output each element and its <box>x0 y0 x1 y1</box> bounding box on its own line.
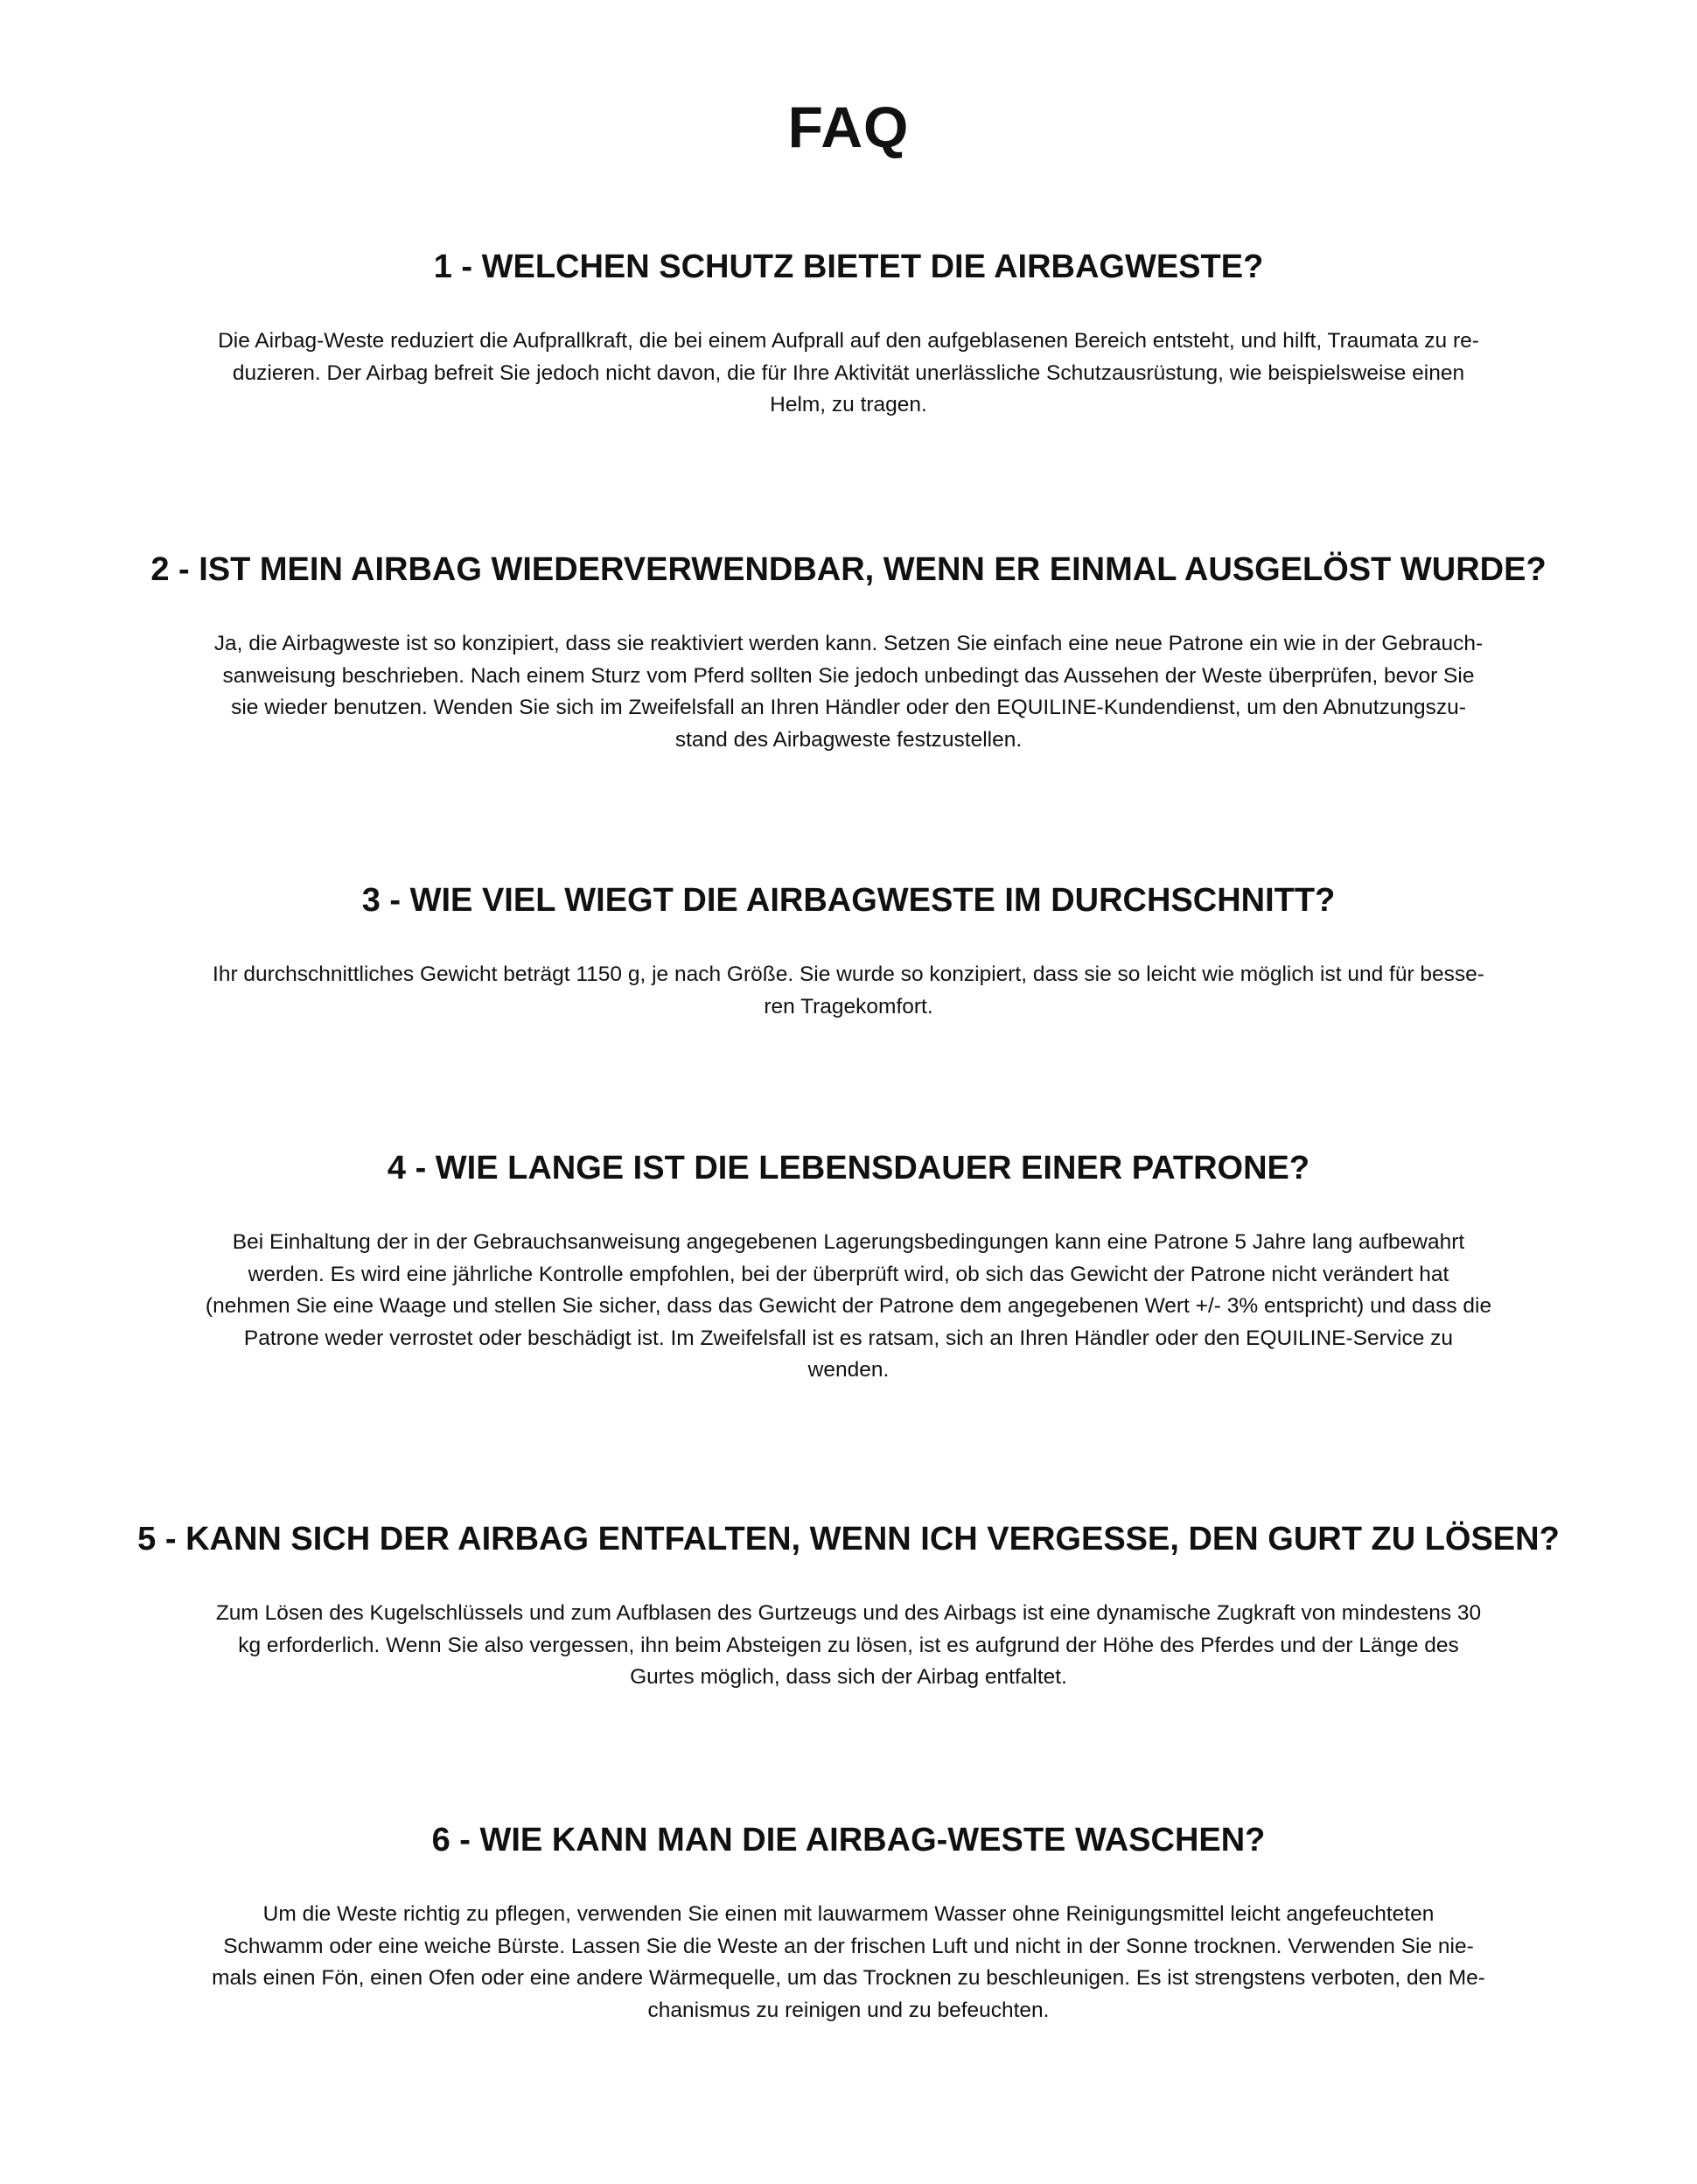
faq-answer-5-line: kg erforderlich. Wenn Sie also vergessen, ihn beim Absteigen zu lösen, ist es aufgrund der Höhe des Pferdes und der Länge des <box>238 1633 1459 1657</box>
faq-answer-3-line: Ihr durchschnittliches Gewicht beträgt 1150 g, je nach Größe. Sie wurde so konzipiert, dass sie so leicht wie möglich ist und für besse- <box>213 962 1484 986</box>
faq-item-2 <box>70 546 1627 756</box>
faq-answer-4 <box>122 1227 1575 1387</box>
faq-item-1 <box>70 243 1627 422</box>
faq-answer-2-line: sie wieder benutzen. Wenden Sie sich im Zweifelsfall an Ihren Händler oder den EQUILINE-Kundendienst, um den Abnutzungszu- <box>231 696 1466 719</box>
faq-answer-3 <box>122 959 1575 1023</box>
faq-answer-4-line: wenden. <box>807 1358 890 1382</box>
faq-answer-2 <box>122 628 1575 756</box>
faq-answer-1-line: Die Airbag-Weste reduziert die Aufprallkraft, die bei einem Aufprall auf den aufgeblasenen Bereich entsteht, und hilft, Traumata zu re- <box>218 329 1479 353</box>
faq-answer-3-line: ren Tragekomfort. <box>764 994 933 1018</box>
faq-answer-5 <box>122 1598 1575 1694</box>
faq-item-4 <box>70 1144 1627 1387</box>
faq-answer-1-line: Helm, zu tragen. <box>770 393 927 416</box>
faq-answer-1 <box>122 326 1575 422</box>
faq-question-3: 3 - WIE VIEL WIEGT DIE AIRBAGWESTE IM DURCHSCHNITT? <box>361 882 1336 919</box>
faq-answer-6-line: mals einen Fön, einen Ofen oder eine andere Wärmequelle, um das Trocknen zu beschleunigen. Es ist strengstens verboten, den Me- <box>212 1966 1485 1990</box>
faq-answer-2-line: stand des Airbagweste festzustellen. <box>674 727 1023 752</box>
faq-answer-2-line: sanweisung beschrieben. Nach einem Sturz vom Pferd sollten Sie jedoch unbedingt das Aussehen der Weste überprüfen, bevor Sie <box>222 663 1475 688</box>
faq-answer-5-line: Zum Lösen des Kugelschlüssels und zum Aufblasen des Gurtzeugs und des Airbags ist eine dynamische Zugkraft von mindestens 30 <box>215 1601 1482 1625</box>
faq-answer-4-line: Bei Einhaltung der in der Gebrauchsanweisung angegebenen Lagerungsbedingungen kann eine Patrone 5 Jahre lang aufbewahrt <box>232 1230 1465 1254</box>
faq-answer-5-line: Gurtes möglich, dass sich der Airbag entfaltet. <box>630 1665 1067 1689</box>
faq-answer-6-line: chanismus zu reinigen und zu befeuchten. <box>647 1998 1050 2022</box>
faq-question-5: 5 - KANN SICH DER AIRBAG ENTFALTEN, WENN ICH VERGESSE, DEN GURT ZU LÖSEN? <box>137 1521 1560 1558</box>
faq-item-6 <box>70 1816 1627 2026</box>
faq-answer-4-line: (nehmen Sie eine Waage und stellen Sie sicher, dass das Gewicht der Patrone dem angegebenen Wert +/- 3% entspricht) und dass die <box>205 1294 1492 1318</box>
faq-answer-1-line: duzieren. Der Airbag befreit Sie jedoch nicht davon, die für Ihre Aktivität unerlässliche Schutzausrüstung, wie beispielsweise einen <box>232 360 1465 385</box>
faq-answer-6-line: Um die Weste richtig zu pflegen, verwenden Sie einen mit lauwarmem Wasser ohne Reinigungsmittel leicht angefeuchteten <box>262 1902 1435 1926</box>
faq-question-1: 1 - WELCHEN SCHUTZ BIETET DIE AIRBAGWESTE? <box>433 248 1264 285</box>
faq-answer-6-line: Schwamm oder eine weiche Bürste. Lassen Sie die Weste an der frischen Luft und nicht in der Sonne trocknen. Verwenden Sie nie- <box>223 1934 1474 1958</box>
faq-answer-4-line: Patrone weder verrostet oder beschädigt ist. Im Zweifelsfall ist es ratsam, sich an Ihren Händler oder den EQUILINE-Service zu <box>243 1326 1454 1350</box>
faq-question-2: 2 - IST MEIN AIRBAG WIEDERVERWENDBAR, WENN ER EINMAL AUSGELÖST WURDE? <box>150 551 1547 588</box>
faq-answer-2-line: Ja, die Airbagweste ist so konzipiert, dass sie reaktiviert werden kann. Setzen Sie einfach eine neue Patrone ein wie in der Gebrauch- <box>213 632 1484 655</box>
faq-item-3 <box>70 877 1627 1023</box>
faq-question-6: 6 - WIE KANN MAN DIE AIRBAG-WESTE WASCHEN? <box>431 1822 1266 1858</box>
faq-item-5 <box>70 1516 1627 1694</box>
page-title: FAQ <box>787 94 910 159</box>
faq-question-4: 4 - WIE LANGE IST DIE LEBENSDAUER EINER PATRONE? <box>387 1150 1310 1186</box>
faq-answer-6 <box>122 1899 1575 2026</box>
faq-answer-4-line: werden. Es wird eine jährliche Kontrolle empfohlen, bei der überprüft wird, ob sich das Gewicht der Patrone nicht verändert hat <box>248 1262 1449 1286</box>
